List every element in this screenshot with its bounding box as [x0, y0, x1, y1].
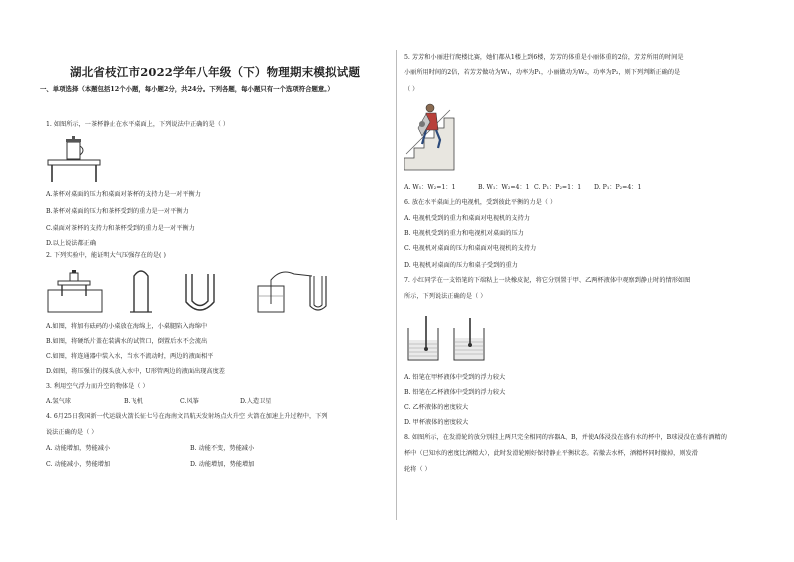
q8-line1: 8. 如图所示，在发滑轮的放分别挂上两只完全相同的容器A、B，并使A体浸没在盛有水的杯中，B球浸没在盛有酒精的: [404, 434, 727, 441]
q5-option-b: B. W₁：W₂=4：1: [478, 184, 530, 191]
q2-experiments-figure: [46, 268, 336, 316]
section-heading: 一、单项选择（本题包括12个小题，每小题2分，共24分。下列各题，每小题只有一个选项符合题意。）: [40, 85, 334, 93]
q2-option-d: D.如图，将压强计的探头放入水中，U形管两边的液面出现高度差: [46, 368, 225, 375]
q1-option-d: D.以上说法都正确: [46, 240, 97, 247]
q5-stairs-figure: [404, 100, 456, 172]
q2-option-a: A.如图，将加有砝码的小桌放在海绵上，小桌腿陷入海绵中: [46, 323, 208, 330]
q3-option-d: D.人造卫星: [240, 398, 272, 405]
q1-option-a: A.茶杯对桌面的压力和桌面对茶杯的支持力是一对平衡力: [46, 191, 201, 198]
q2-stem: 2. 下列实验中，能证明大气压强存在的是( ): [46, 252, 166, 259]
q7-line1: 7. 小红同学在一支铅笔的下端粘上一块橡皮泥，将它分别置于甲、乙两杯液体中观察到静止时的情形如图: [404, 277, 691, 284]
q4-option-c: C. 动能减小，势能增加: [46, 461, 111, 468]
q7-option-d: D. 甲杯液体的密度较大: [404, 419, 469, 426]
q4-option-a: A. 动能增加，势能减小: [46, 445, 111, 452]
q5-line2: 小丽所用时间的2倍，若芳芳做功为W₁，功率为P₁，小丽做功为W₂，功率为P₂，则下列判断正确的是: [404, 69, 681, 76]
page-title: 湖北省枝江市2022学年八年级（下）物理期末模拟试题: [70, 65, 361, 79]
q6-option-d: D. 电视机对桌面的压力和桌子受到的重力: [404, 262, 518, 269]
q7-line2: 所示，下列说法正确的是（ ）: [404, 293, 487, 300]
q8-line2: 杯中（已知水的密度比酒精大），此时发滑轮刚好保持静止平衡状态。若撤去水杯，酒精杯同时撤掉，则发滑: [404, 450, 698, 457]
q1-option-b: B.茶杯对桌面的压力和茶杯受到的重力是一对平衡力: [46, 208, 189, 215]
column-divider: [396, 50, 397, 520]
q7-option-b: B. 铅笔在乙杯液体中受到的浮力较大: [404, 389, 506, 396]
q1-option-c: C.桌面对茶杯的支持力和茶杯受到的重力是一对平衡力: [46, 225, 195, 232]
q8-line3: 轮将（ ）: [404, 466, 431, 473]
q5-option-d: D. P₁：P₂=4：1: [594, 184, 642, 191]
q5-line1: 5. 芳芳和小丽进行爬楼比赛，她们都从1楼上到6楼，芳芳的体重是小丽体重的2倍，芳芳所用的时间是: [404, 54, 684, 61]
q6-stem: 6. 放在水平桌面上的电视机，受到彼此平衡的力是（ ）: [404, 199, 557, 206]
q4-option-d: D. 动能增加，势能增加: [190, 461, 255, 468]
q5-option-a: A. W₁：W₂=1：1: [404, 184, 456, 191]
q3-option-a: A.氢气球: [46, 398, 71, 405]
q2-option-c: C.如图，将连通器中装入水，当水不流动时，两边的液面相平: [46, 353, 214, 360]
q5-option-c: C. P₁：P₂=1：1: [534, 184, 582, 191]
q6-option-c: C. 电视机对桌面的压力和桌面对电视机的支持力: [404, 245, 537, 252]
q3-option-c: C.风筝: [180, 398, 199, 405]
q2-option-b: B.如图，将硬纸片盖在装满水的试管口，倒置后水不会流出: [46, 338, 208, 345]
q3-option-b: B.飞机: [124, 398, 143, 405]
q7-option-a: A. 铅笔在甲杯液体中受到的浮力较大: [404, 374, 506, 381]
q1-stem: 1. 如图所示，一茶杯静止在水平桌面上，下列说法中正确的是（ ）: [46, 121, 230, 128]
q4-stem-line2: 说法正确的是（ ）: [46, 429, 98, 436]
q6-option-a: A. 电视机受到的重力和桌面对电视机的支持力: [404, 215, 530, 222]
q5-line3: （ ）: [404, 86, 419, 93]
q3-stem: 3. 利用空气浮力而升空的物体是（ ）: [46, 383, 149, 390]
q4-stem-line1: 4. 6月25日我国新一代运载火箭长征七号在海南文昌航天发射场点火升空 火箭在加速上升过程中，下列: [46, 413, 328, 420]
q1-cup-on-table-figure: [46, 136, 106, 184]
q4-option-b: B. 动能不变，势能减小: [190, 445, 255, 452]
q7-option-c: C. 乙杯液体的密度较大: [404, 404, 469, 411]
q6-option-b: B. 电视机受到的重力和电视机对桌面的压力: [404, 230, 524, 237]
q7-beakers-figure: [404, 314, 490, 364]
